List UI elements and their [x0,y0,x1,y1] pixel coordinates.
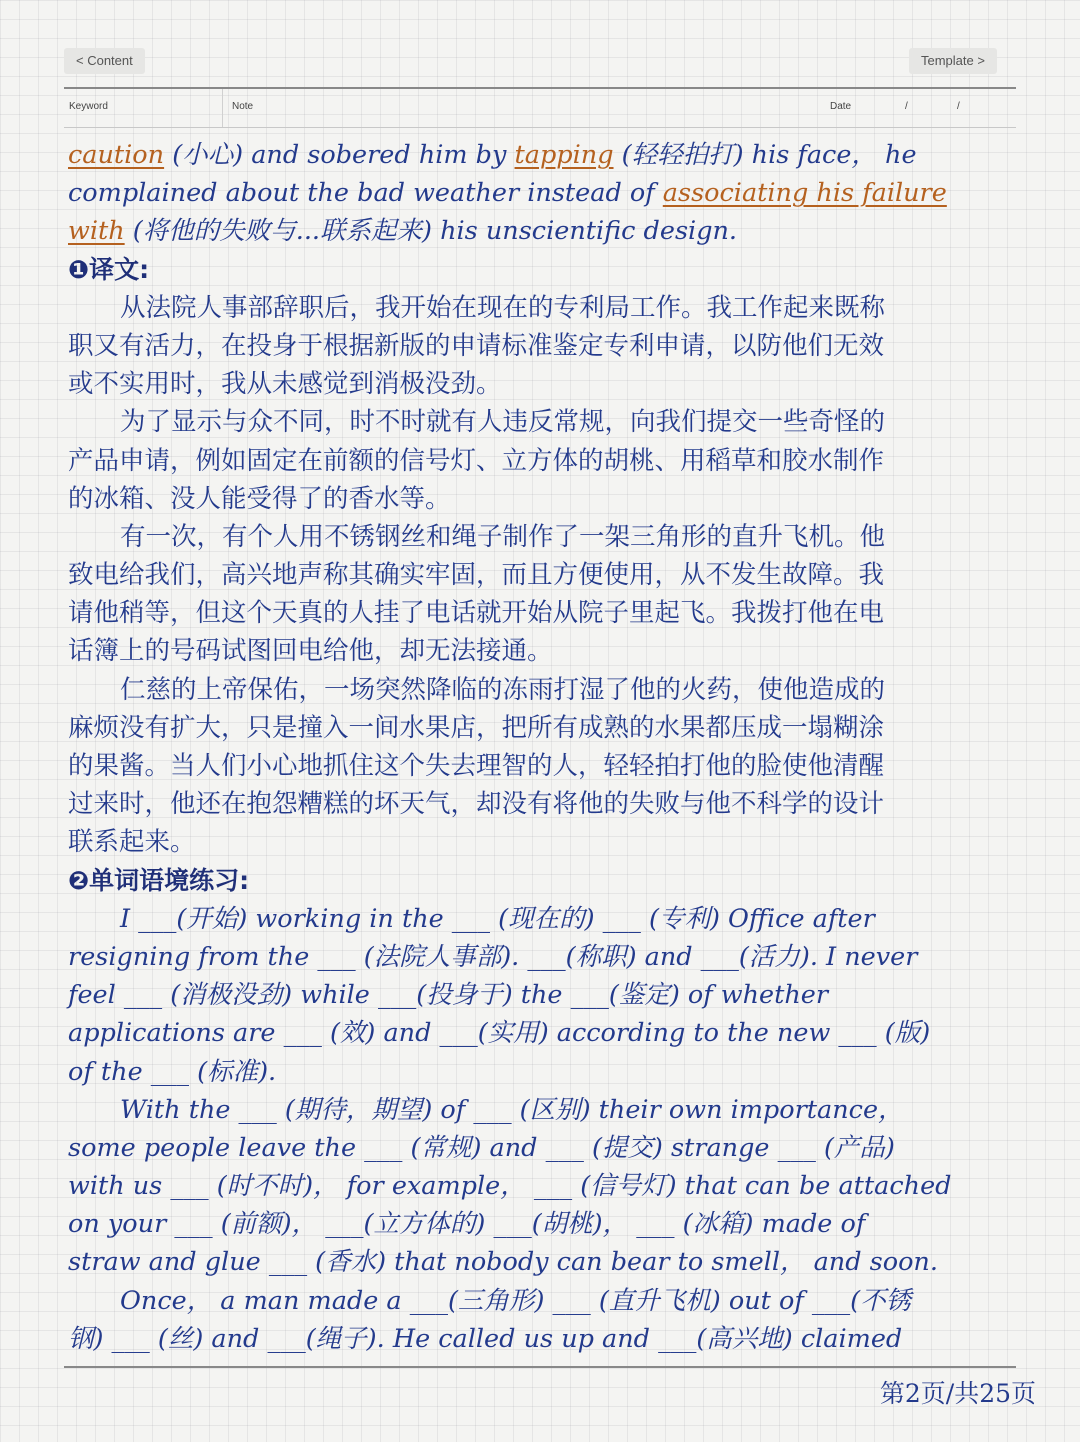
translation-line: 的冰箱、没人能受得了的香水等。 [68,483,451,514]
exercise-line: feel ___ (消极没劲) while ___(投身于) the ___(鉴定) of whether [68,980,829,1011]
date-separator: / [905,101,908,112]
header-rule [64,127,1016,128]
exercise-line: resigning from the ___ (法院人事部). ___(称职) and ___(活力). I never [68,941,918,972]
text: (轻轻拍打) his face， he [613,140,917,170]
content-nav-button[interactable]: < Content [64,48,145,74]
keyword: associating his failure [662,178,947,209]
translation-line: 仁慈的上帝保佑，一场突然降临的冻雨打湿了他的火药，使他造成的 [120,674,886,705]
keyword: with [68,216,125,247]
header-divider [222,89,223,127]
exercise-line: I ___(开始) working in the ___ (现在的) ___ (专利) Office after [120,903,875,934]
exercise-line: on your ___ (前额)， ___(立方体的) ___(胡桃)， ___ (冰箱) made of [68,1209,866,1240]
top-rule [64,87,1016,89]
translation-line: 有一次，有个人用不锈钢丝和绳子制作了一架三角形的直升飞机。他 [120,521,886,552]
exercise-line: Once， a man made a ___(三角形) ___ (直升飞机) out of ___(不锈 [120,1285,912,1316]
text: (将他的失败与...联系起来) his unscientific design. [124,216,738,247]
exercise-line: with us ___ (时不时)， for example， ___ (信号灯) that can be attached [68,1171,952,1202]
intro-line-1 [68,136,1030,174]
translation-line: 为了显示与众不同，时不时就有人违反常规，向我们提交一些奇怪的 [120,407,886,438]
exercise-line: With the ___ (期待，期望) of ___ (区别) their own importance， [120,1094,904,1125]
text: complained about the bad weather instead of [68,178,663,209]
translation-line: 或不实用时，我从未感觉到消极没劲。 [68,369,502,400]
translation-line: 话簿上的号码试图回电给他，却无法接通。 [68,636,553,667]
keyword: tapping [514,140,614,170]
template-nav-button[interactable]: Template > [909,48,997,74]
date-separator: / [957,101,960,112]
exercise-line: of the ___ (标准). [68,1056,277,1087]
translation-line: 从法院人事部辞职后，我开始在现在的专利局工作。我工作起来既称 [120,292,886,323]
date-label: Date [830,101,852,112]
exercise-line: 钢) ___ (丝) and ___(绳子). He called us up and ___(高兴地) claimed [68,1323,903,1354]
exercise-line: straw and glue ___ (香水) that nobody can bear to smell， and soon. [68,1247,938,1278]
bottom-rule [64,1366,1016,1368]
translation-line: 的果酱。当人们小心地抓住这个失去理智的人，轻轻拍打他的脸使他清醒 [68,751,885,781]
translation-line: 请他稍等，但这个天真的人挂了电话就开始从院子里起飞。我拨打他在电 [68,598,885,629]
exercise-line: applications are ___ (效) and ___(实用) according to the new ___ (版) [68,1018,931,1049]
keyword-label: Keyword [69,101,108,112]
translation-line: 麻烦没有扩大，只是撞入一间水果店，把所有成熟的水果都压成一塌糊涂 [68,712,885,743]
translation-line: 产品申请，例如固定在前额的信号灯、立方体的胡桃、用稻草和胶水制作 [68,445,885,476]
note-label: Note [232,101,254,112]
text: (小心) and sobered him by [164,140,515,170]
intro-line-2 [68,174,1030,212]
translation-line: 联系起来。 [68,827,196,858]
page-number: 第2页/共25页 [879,1379,1036,1408]
intro-line-3 [68,212,1030,250]
exercise-heading: ❷单词语境练习: [68,865,250,895]
translation-line: 过来时，他还在抱怨糟糕的坏天气，却没有将他的失败与他不科学的设计 [68,789,885,820]
exercise-line: some people leave the ___ (常规) and ___ (提交) strange ___ (产品) [68,1132,895,1163]
note-body [68,136,1030,1358]
translation-line: 致电给我们，高兴地声称其确实牢固，而且方便使用，从不发生故障。我 [68,560,885,591]
translation-heading: ❶译文: [68,254,150,284]
translation-line: 职又有活力，在投身于根据新版的申请标准鉴定专利申请，以防他们无效 [68,330,885,361]
keyword: caution [68,140,165,170]
